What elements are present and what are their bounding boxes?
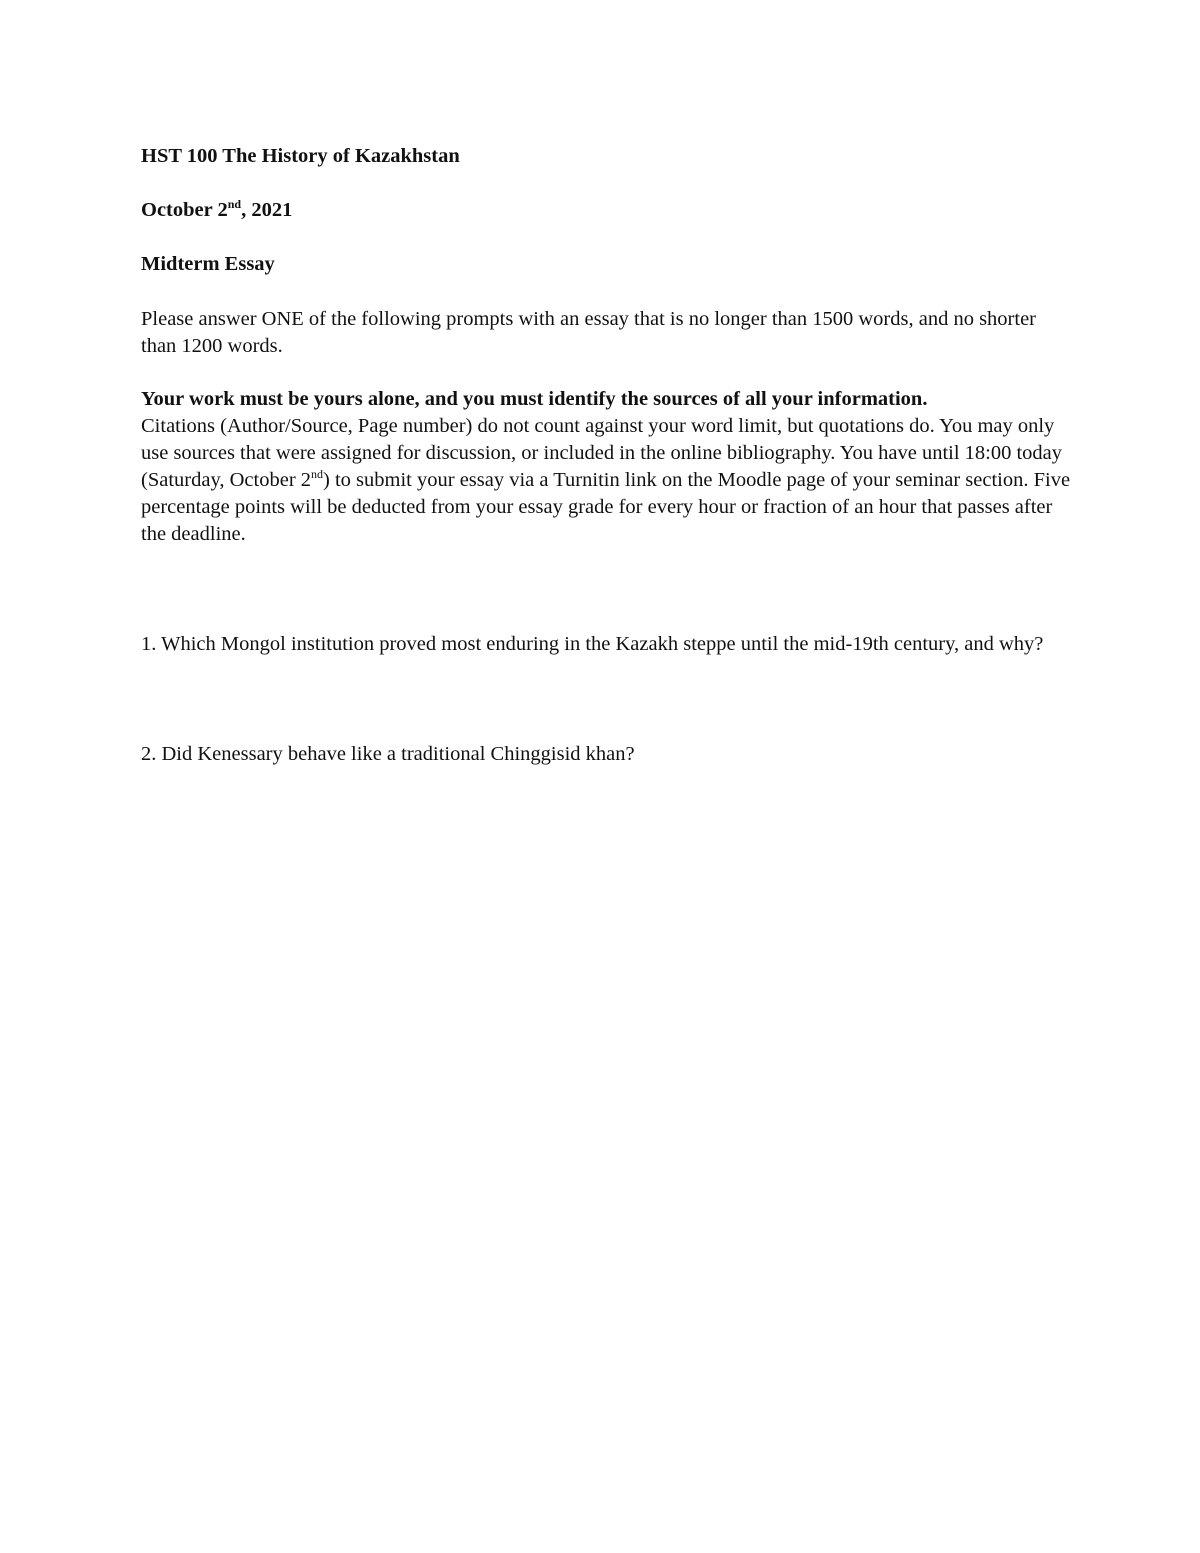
date-suffix: , 2021 <box>241 199 293 221</box>
prompt-item: 2. Did Kenessary behave like a traditional Chinggisid khan? <box>141 743 635 765</box>
rules-superscript: nd <box>311 467 324 481</box>
rules-text-part2: ) to submit your essay via a Turnitin link on the Moodle page of your seminar section. Five percentage points will be deducted from your essay grade for every hour or fraction of an hour that passes after the deadline. <box>141 469 1071 545</box>
date-line <box>141 197 1071 224</box>
date-superscript: nd <box>227 197 242 211</box>
instructions-paragraph: Please answer ONE of the following prompts with an essay that is no longer than 1500 words, and no shorter than 1200 words. <box>141 308 1037 357</box>
rules-paragraph <box>141 386 1071 548</box>
rules-bold-sentence: Your work must be yours alone, and you must identify the sources of all your information. <box>141 388 928 410</box>
prompt-item: 1. Which Mongol institution proved most enduring in the Kazakh steppe until the mid-19th century, and why? <box>141 633 1044 655</box>
date-prefix: October 2 <box>141 199 228 221</box>
document-heading: Midterm Essay <box>141 253 275 275</box>
rules-text-part1: Citations (Author/Source, Page number) do not count against your word limit, but quotations do. You may only use sources that were assigned for discussion, or included in the online bibliography. You have until 18:00 today (Saturday, October 2 <box>141 415 1063 491</box>
course-title: HST 100 The History of Kazakhstan <box>141 145 460 167</box>
